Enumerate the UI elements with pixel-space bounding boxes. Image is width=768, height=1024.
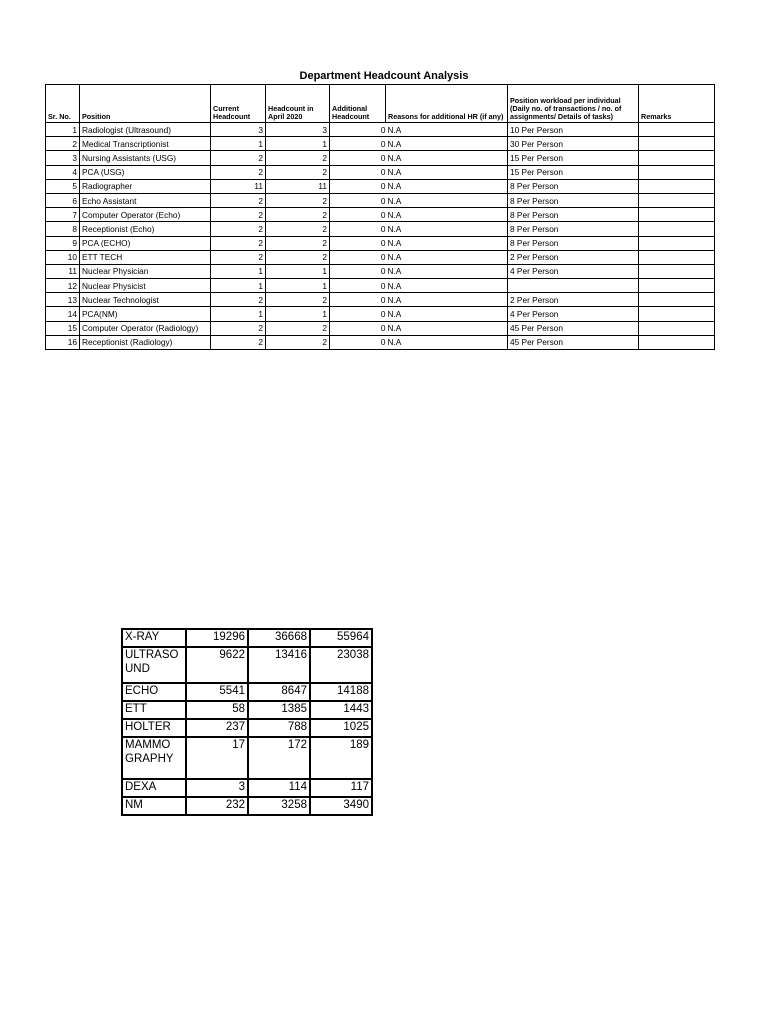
current-headcount-cell: 2 [211,165,266,179]
volume-value-total: 23038 [310,647,372,683]
current-headcount-cell: 2 [211,236,266,250]
reason-cell: N.A [386,264,508,278]
current-headcount-cell: 2 [211,321,266,335]
header-current-headcount: Current Headcount [211,85,266,123]
april-headcount-cell: 2 [266,222,330,236]
table-row [46,222,715,236]
additional-headcount-cell: 0 [330,165,386,179]
volume-value-b: 788 [248,719,310,737]
table-row [46,179,715,193]
volume-row [122,629,372,647]
volume-row [122,797,372,815]
volume-value-a: 232 [186,797,248,815]
remarks-cell [639,208,715,222]
remarks-cell [639,151,715,165]
sr-no-cell: 3 [46,151,80,165]
current-headcount-cell: 1 [211,307,266,321]
sr-no-cell: 15 [46,321,80,335]
reason-cell: N.A [386,137,508,151]
header-reasons: Reasons for additional HR (if any) [386,85,508,123]
volume-value-a: 17 [186,737,248,779]
table-row [46,123,715,137]
reason-cell: N.A [386,236,508,250]
april-headcount-cell: 11 [266,179,330,193]
current-headcount-cell: 2 [211,335,266,349]
current-headcount-cell: 3 [211,123,266,137]
workload-cell: 8 Per Person [508,208,639,222]
table-header-row [46,85,715,123]
additional-headcount-cell: 0 [330,137,386,151]
reason-cell: N.A [386,321,508,335]
modality-label: ETT [122,701,186,719]
modality-label: HOLTER [122,719,186,737]
additional-headcount-cell: 0 [330,321,386,335]
current-headcount-cell: 11 [211,179,266,193]
april-headcount-cell: 2 [266,208,330,222]
volume-value-total: 117 [310,779,372,797]
april-headcount-cell: 2 [266,335,330,349]
sr-no-cell: 8 [46,222,80,236]
position-cell: Nuclear Technologist [80,293,211,307]
additional-headcount-cell: 0 [330,208,386,222]
volume-value-b: 172 [248,737,310,779]
additional-headcount-cell: 0 [330,293,386,307]
volume-value-total: 55964 [310,629,372,647]
workload-cell: 4 Per Person [508,307,639,321]
volume-value-b: 114 [248,779,310,797]
workload-cell: 15 Per Person [508,151,639,165]
reason-cell: N.A [386,179,508,193]
sr-no-cell: 4 [46,165,80,179]
additional-headcount-cell: 0 [330,250,386,264]
volume-row [122,647,372,683]
workload-cell: 45 Per Person [508,335,639,349]
remarks-cell [639,264,715,278]
sr-no-cell: 7 [46,208,80,222]
current-headcount-cell: 1 [211,137,266,151]
reason-cell: N.A [386,222,508,236]
volume-row [122,779,372,797]
table-row [46,264,715,278]
additional-headcount-cell: 0 [330,236,386,250]
sr-no-cell: 9 [46,236,80,250]
sr-no-cell: 5 [46,179,80,193]
volume-row [122,701,372,719]
table-row [46,250,715,264]
volume-value-b: 1385 [248,701,310,719]
april-headcount-cell: 1 [266,264,330,278]
april-headcount-cell: 2 [266,250,330,264]
page-title: Department Headcount Analysis [299,70,469,82]
volume-value-a: 5541 [186,683,248,701]
position-cell: ETT TECH [80,250,211,264]
volume-value-a: 19296 [186,629,248,647]
reason-cell: N.A [386,123,508,137]
volume-table [121,628,373,816]
headcount-table [45,84,715,350]
workload-cell: 8 Per Person [508,179,639,193]
sr-no-cell: 2 [46,137,80,151]
reason-cell: N.A [386,335,508,349]
volume-value-b: 8647 [248,683,310,701]
modality-label: MAMMO GRAPHY [122,737,186,779]
volume-row [122,737,372,779]
modality-label: X-RAY [122,629,186,647]
april-headcount-cell: 2 [266,151,330,165]
workload-cell: 8 Per Person [508,222,639,236]
table-row [46,335,715,349]
remarks-cell [639,307,715,321]
modality-label: ULTRASO UND [122,647,186,683]
remarks-cell [639,137,715,151]
workload-cell: 4 Per Person [508,264,639,278]
position-cell: Computer Operator (Radiology) [80,321,211,335]
position-cell: Nuclear Physician [80,264,211,278]
workload-cell: 2 Per Person [508,293,639,307]
sr-no-cell: 13 [46,293,80,307]
sr-no-cell: 11 [46,264,80,278]
reason-cell: N.A [386,293,508,307]
april-headcount-cell: 2 [266,193,330,207]
header-sr-no: Sr. No. [46,85,80,123]
table-row [46,208,715,222]
april-headcount-cell: 2 [266,236,330,250]
remarks-cell [639,279,715,293]
additional-headcount-cell: 0 [330,193,386,207]
remarks-cell [639,293,715,307]
april-headcount-cell: 1 [266,307,330,321]
workload-cell: 10 Per Person [508,123,639,137]
position-cell: PCA (ECHO) [80,236,211,250]
reason-cell: N.A [386,193,508,207]
modality-label: ECHO [122,683,186,701]
table-row [46,279,715,293]
position-cell: Echo Assistant [80,193,211,207]
volume-row [122,719,372,737]
remarks-cell [639,193,715,207]
volume-value-total: 189 [310,737,372,779]
remarks-cell [639,123,715,137]
current-headcount-cell: 2 [211,193,266,207]
table-row [46,165,715,179]
reason-cell: N.A [386,250,508,264]
current-headcount-cell: 2 [211,151,266,165]
modality-label: NM [122,797,186,815]
april-headcount-cell: 2 [266,293,330,307]
position-cell: Receptionist (Echo) [80,222,211,236]
sr-no-cell: 1 [46,123,80,137]
table-row [46,236,715,250]
position-cell: Computer Operator (Echo) [80,208,211,222]
additional-headcount-cell: 0 [330,179,386,193]
header-remarks: Remarks [639,85,715,123]
april-headcount-cell: 2 [266,165,330,179]
additional-headcount-cell: 0 [330,335,386,349]
header-additional-headcount: Additional Headcount [330,85,386,123]
remarks-cell [639,222,715,236]
additional-headcount-cell: 0 [330,264,386,278]
reason-cell: N.A [386,307,508,321]
remarks-cell [639,335,715,349]
current-headcount-cell: 1 [211,264,266,278]
remarks-cell [639,165,715,179]
volume-value-total: 14188 [310,683,372,701]
position-cell: Radiographer [80,179,211,193]
workload-cell: 2 Per Person [508,250,639,264]
volume-value-b: 36668 [248,629,310,647]
remarks-cell [639,236,715,250]
april-headcount-cell: 2 [266,321,330,335]
position-cell: PCA(NM) [80,307,211,321]
workload-cell: 8 Per Person [508,193,639,207]
workload-cell: 15 Per Person [508,165,639,179]
header-april-headcount: Headcount in April 2020 [266,85,330,123]
sr-no-cell: 12 [46,279,80,293]
april-headcount-cell: 1 [266,137,330,151]
volume-row [122,683,372,701]
position-cell: Medical Transcriptionist [80,137,211,151]
remarks-cell [639,321,715,335]
additional-headcount-cell: 0 [330,222,386,236]
volume-value-a: 237 [186,719,248,737]
volume-value-b: 3258 [248,797,310,815]
position-cell: PCA (USG) [80,165,211,179]
remarks-cell [639,250,715,264]
workload-cell: 45 Per Person [508,321,639,335]
position-cell: Radiologist (Ultrasound) [80,123,211,137]
additional-headcount-cell: 0 [330,307,386,321]
reason-cell: N.A [386,165,508,179]
header-workload: Position workload per individual (Daily no. of transactions / no. of assignments/ Details of tasks) [508,85,639,123]
workload-cell [508,279,639,293]
modality-label: DEXA [122,779,186,797]
additional-headcount-cell: 0 [330,279,386,293]
april-headcount-cell: 1 [266,279,330,293]
volume-value-total: 3490 [310,797,372,815]
position-cell: Nuclear Physicist [80,279,211,293]
table-row [46,137,715,151]
volume-value-a: 9622 [186,647,248,683]
volume-value-b: 13416 [248,647,310,683]
additional-headcount-cell: 0 [330,151,386,165]
current-headcount-cell: 2 [211,250,266,264]
table-row [46,293,715,307]
sr-no-cell: 14 [46,307,80,321]
volume-value-total: 1443 [310,701,372,719]
workload-cell: 30 Per Person [508,137,639,151]
table-row [46,151,715,165]
header-position: Position [80,85,211,123]
remarks-cell [639,179,715,193]
workload-cell: 8 Per Person [508,236,639,250]
position-cell: Nursing Assistants (USG) [80,151,211,165]
sr-no-cell: 16 [46,335,80,349]
position-cell: Receptionist (Radiology) [80,335,211,349]
current-headcount-cell: 1 [211,279,266,293]
current-headcount-cell: 2 [211,208,266,222]
reason-cell: N.A [386,279,508,293]
table-row [46,307,715,321]
reason-cell: N.A [386,151,508,165]
additional-headcount-cell: 0 [330,123,386,137]
sr-no-cell: 10 [46,250,80,264]
reason-cell: N.A [386,208,508,222]
sr-no-cell: 6 [46,193,80,207]
table-row [46,193,715,207]
volume-value-a: 58 [186,701,248,719]
table-row [46,321,715,335]
april-headcount-cell: 3 [266,123,330,137]
volume-value-a: 3 [186,779,248,797]
volume-value-total: 1025 [310,719,372,737]
current-headcount-cell: 2 [211,222,266,236]
current-headcount-cell: 2 [211,293,266,307]
